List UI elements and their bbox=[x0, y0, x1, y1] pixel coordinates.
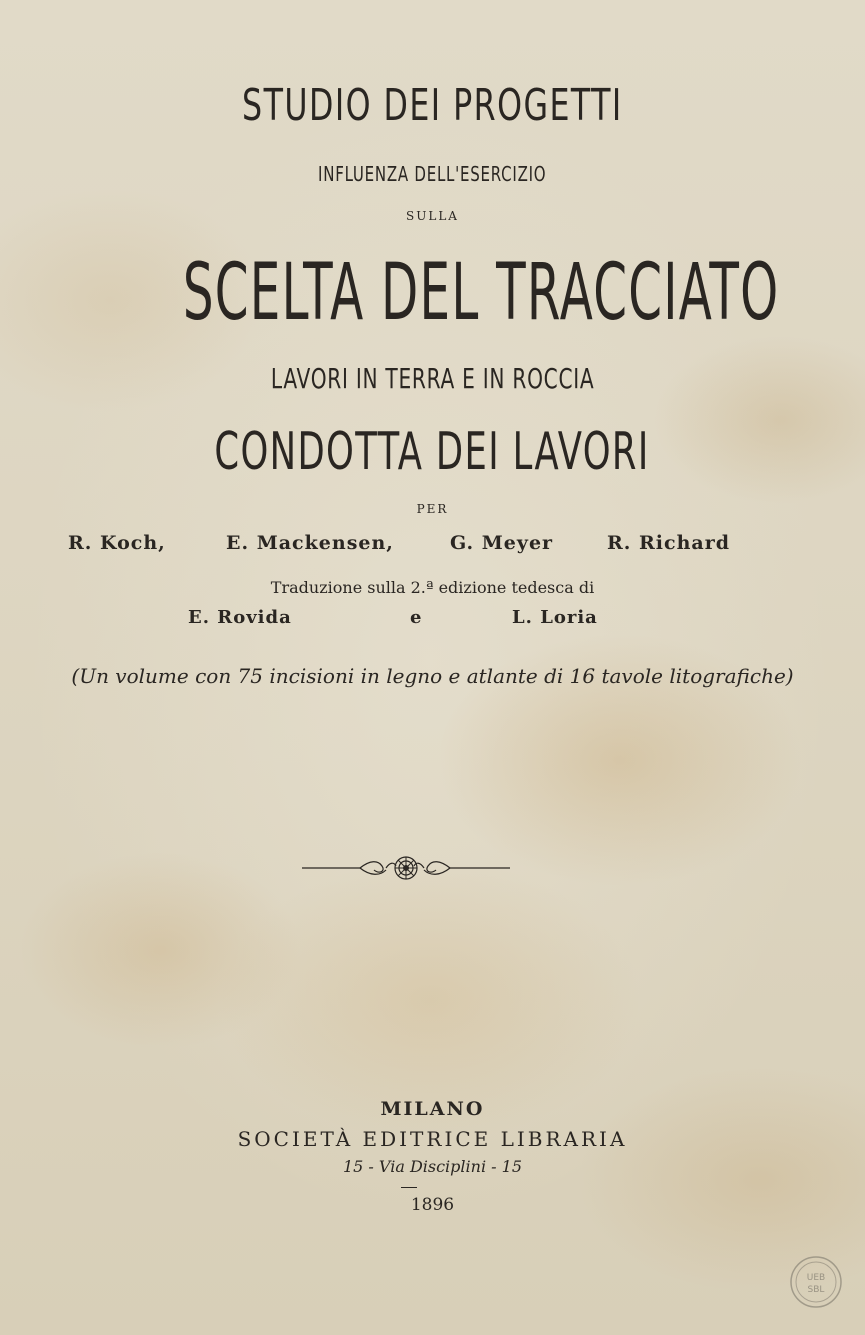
library-stamp-icon bbox=[788, 1254, 844, 1310]
subtitle-line-1 bbox=[0, 162, 865, 186]
title-line-3-text: CONDOTTA DEI LAVORI bbox=[214, 422, 651, 482]
translation-note: Traduzione sulla 2.ª edizione tedesca di bbox=[270, 578, 595, 597]
author-name: E. Mackensen, bbox=[226, 532, 394, 554]
ornament-divider-icon bbox=[300, 852, 512, 884]
translator-list bbox=[0, 607, 865, 633]
imprint-address: 15 - Via Disciplini - 15 bbox=[342, 1157, 523, 1176]
title-line-2-text: SCELTA DEL TRACCIATO bbox=[182, 248, 780, 338]
author-list bbox=[0, 532, 865, 560]
translator-conjunction: e bbox=[410, 607, 423, 628]
translator-name: L. Loria bbox=[512, 607, 598, 628]
translator-name: E. Rovida bbox=[188, 607, 292, 628]
year-rule bbox=[401, 1187, 417, 1188]
imprint-year: 1896 bbox=[410, 1195, 455, 1215]
subtitle-line-2-text: LAVORI IN TERRA E IN ROCCIA bbox=[270, 362, 595, 395]
title-line-1-text: STUDIO DEI PROGETTI bbox=[242, 80, 623, 131]
svg-text:UEB: UEB bbox=[806, 1273, 826, 1283]
title-line-2 bbox=[0, 248, 865, 338]
title-line-1 bbox=[0, 80, 865, 131]
connector-per: PER bbox=[416, 502, 449, 516]
author-name: R. Richard bbox=[607, 532, 731, 554]
subtitle-line-2 bbox=[0, 362, 865, 395]
svg-text:SBL: SBL bbox=[807, 1285, 825, 1295]
author-name: G. Meyer bbox=[450, 532, 554, 554]
imprint-city: MILANO bbox=[380, 1098, 485, 1120]
title-line-3 bbox=[0, 422, 865, 482]
subtitle-line-1-text: INFLUENZA DELL'ESERCIZIO bbox=[318, 162, 547, 186]
author-name: R. Koch, bbox=[68, 532, 166, 554]
volume-note: (Un volume con 75 incisioni in legno e atlante di 16 tavole litografiche) bbox=[71, 664, 794, 688]
imprint-publisher: SOCIETÀ EDITRICE LIBRARIA bbox=[237, 1127, 628, 1151]
connector-sulla: SULLA bbox=[406, 209, 459, 223]
